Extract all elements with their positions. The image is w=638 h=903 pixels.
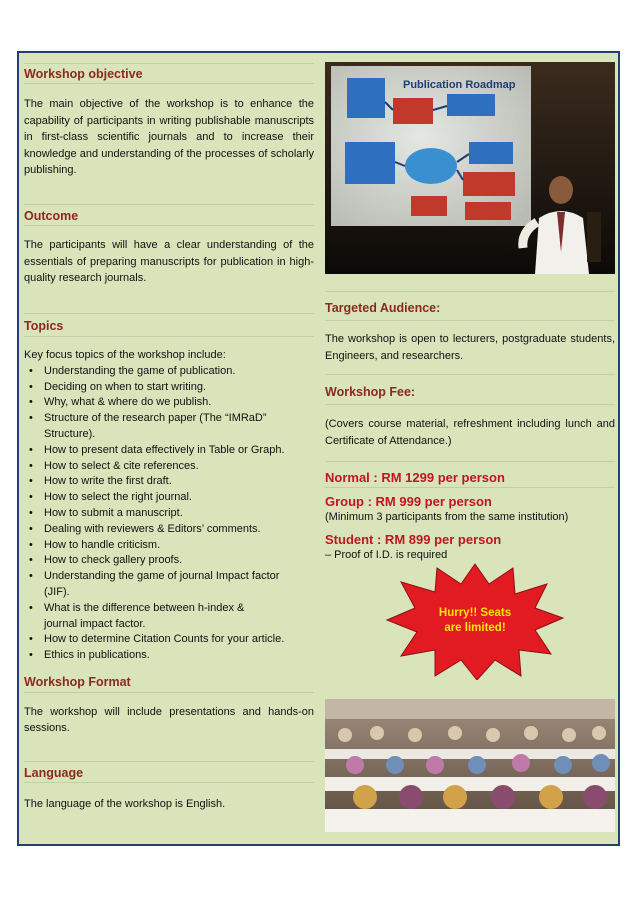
list-item: • How to submit a manuscript. [24, 506, 314, 522]
audience-photo [325, 699, 615, 832]
list-item: • Dealing with reviewers & Editors’ comments. [24, 522, 314, 538]
fee-normal: Normal : RM 1299 per person [325, 470, 505, 486]
format-heading-row [24, 664, 314, 693]
fee-group: Group : RM 999 per person [325, 494, 492, 510]
list-item: • How to present data effectively in Table or Graph. [24, 443, 314, 459]
list-item: • Deciding on when to start writing. [24, 380, 314, 396]
objective-text: The main objective of the workshop is to enhance the capability of participants in writing publishable manuscripts in first-class scientific journals and to increase their knowledge and understanding of the processes of scholarly publishing. [24, 98, 314, 177]
list-item: • How to write the first draft. [24, 474, 314, 490]
outcome-text: The participants will have a clear understanding of the essentials of preparing manuscripts for publication in high-quality research journals. [24, 238, 314, 285]
fee-group-note: (Minimum 3 participants from the same institution) [325, 511, 569, 524]
outcome-heading: Outcome [24, 208, 79, 223]
burst-line-1: Hurry!! Seats [438, 607, 512, 619]
list-item: • How to select & cite references. [24, 459, 314, 475]
fee-note: (Covers course material, refreshment including lunch and Certificate of Attendance.) [325, 418, 615, 447]
right-column [325, 279, 615, 563]
burst-line-2: are limited! [444, 622, 506, 634]
list-item: • How to select the right journal. [24, 490, 314, 506]
fee-heading-row [325, 375, 615, 405]
topics-list [24, 364, 314, 664]
language-text: The language of the workshop is English. [24, 798, 226, 811]
list-item: • How to handle criticism. [24, 538, 314, 554]
format-heading: Workshop Format [24, 674, 131, 689]
hurry-burst [385, 562, 565, 680]
list-item: • Understanding the game of publication. [24, 364, 314, 380]
language-heading: Language [24, 766, 84, 781]
outcome-heading-row [24, 205, 314, 226]
format-text: The workshop will include presentations and hands-on sessions. [24, 705, 314, 735]
list-item: • Structure of the research paper (The “IMRaD” Structure). [24, 411, 314, 443]
list-item: • What is the difference between h-index & journal impact factor. [24, 601, 314, 633]
fee-student-note: – Proof of I.D. is required [325, 549, 448, 562]
topics-heading-row [24, 314, 314, 337]
language-heading-row [24, 762, 314, 783]
presenter-photo [325, 62, 615, 274]
objective-heading-row [24, 64, 314, 84]
left-column [24, 55, 314, 813]
fee-heading: Workshop Fee: [325, 385, 416, 400]
list-item: • How to determine Citation Counts for your article. [24, 632, 314, 648]
list-item: • How to check gallery proofs. [24, 553, 314, 569]
list-item: • Understanding the game of journal Impact factor (JIF). [24, 569, 314, 601]
slide-title: Publication Roadmap [403, 79, 516, 91]
list-item: • Ethics in publications. [24, 648, 314, 664]
flyer-frame [17, 51, 620, 846]
objective-heading: Workshop objective [24, 67, 143, 81]
topics-intro: Key focus topics of the workshop include: [24, 348, 226, 361]
audience-text: The workshop is open to lecturers, postgraduate students, Engineers, and researchers. [325, 333, 615, 362]
audience-heading-row [325, 292, 615, 321]
fee-student: Student : RM 899 per person [325, 532, 502, 548]
topics-heading: Topics [24, 318, 64, 333]
list-item: • Why, what & where do we publish. [24, 395, 314, 411]
audience-heading: Targeted Audience: [325, 301, 441, 315]
